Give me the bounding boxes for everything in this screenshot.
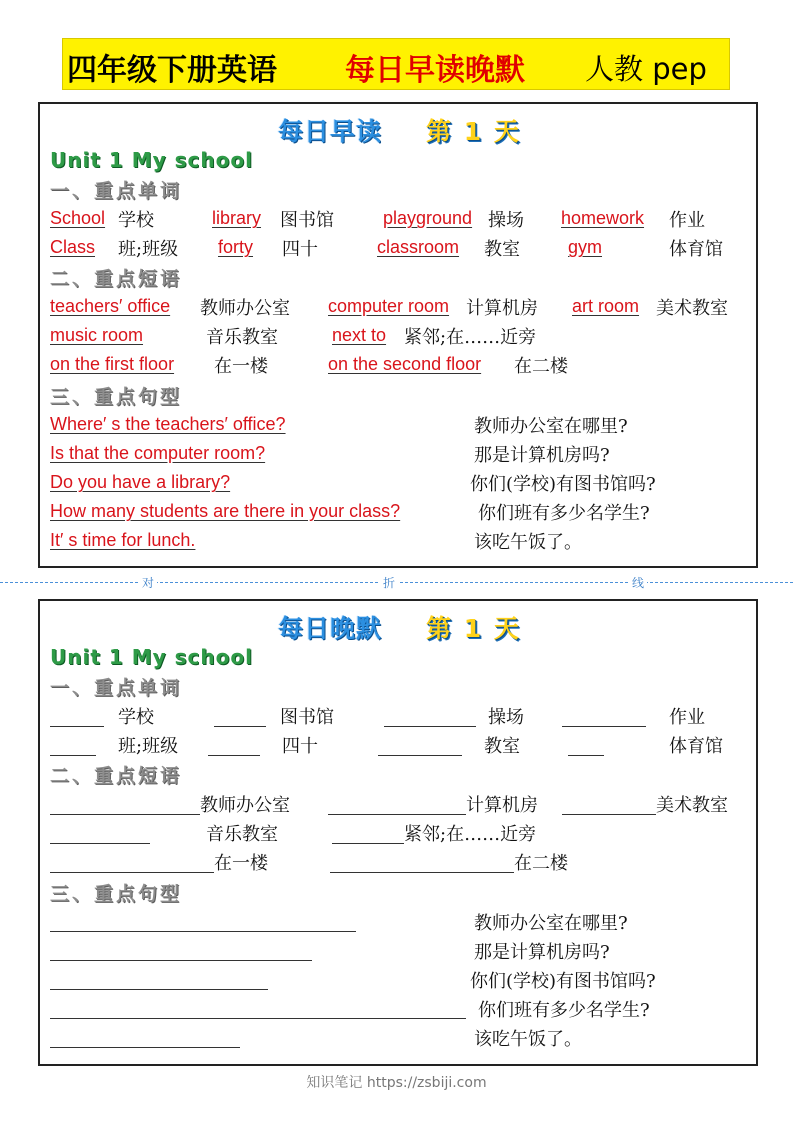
unit-title: Unit 1 My school — [50, 645, 253, 669]
sentence-blank[interactable] — [50, 1047, 240, 1048]
sentence-blank[interactable] — [50, 1018, 466, 1019]
word-blank[interactable] — [378, 755, 462, 756]
sentence-zh: 那是计算机房吗? — [474, 445, 610, 466]
header-grade-title: 四年级下册英语 — [67, 53, 277, 88]
section-key-sentences: 三、重点句型 — [50, 386, 183, 408]
phrase-blank[interactable] — [50, 814, 200, 815]
phrase-en: on the first floor — [50, 354, 175, 374]
phrase-blank[interactable] — [330, 872, 514, 873]
word-blank[interactable] — [214, 726, 266, 727]
word-zh: 四十 — [282, 239, 318, 260]
sentence-zh: 你们(学校)有图书馆吗? — [470, 474, 656, 495]
word-zh: 体育馆 — [669, 736, 723, 757]
phrase-zh: 在一楼 — [214, 853, 268, 874]
word-zh: 学校 — [118, 210, 154, 231]
word-en: homework — [561, 208, 645, 228]
word-blank[interactable] — [50, 755, 96, 756]
phrase-blank[interactable] — [332, 843, 404, 844]
word-zh: 作业 — [669, 707, 705, 728]
phrase-blank[interactable] — [562, 814, 656, 815]
word-blank[interactable] — [384, 726, 476, 727]
phrase-en: teachers′ office — [50, 296, 171, 316]
phrase-en: next to — [332, 325, 387, 345]
word-zh: 体育馆 — [669, 239, 723, 260]
sentence-en: Is that the computer room? — [50, 443, 266, 463]
sentence-zh: 那是计算机房吗? — [474, 942, 610, 963]
phrase-zh: 美术教室 — [656, 298, 728, 319]
sentence-zh: 该吃午饭了。 — [474, 532, 582, 553]
word-blank[interactable] — [208, 755, 260, 756]
word-zh: 教室 — [484, 736, 520, 757]
word-blank[interactable] — [562, 726, 646, 727]
word-en: library — [212, 208, 262, 228]
phrase-zh: 在二楼 — [514, 356, 568, 377]
sentence-en: Do you have a library? — [50, 472, 231, 492]
word-en: playground — [383, 208, 473, 228]
morning-reading-panel — [38, 102, 758, 568]
footer-watermark: 知识笔记 https://zsbiji.com — [306, 1075, 487, 1091]
phrase-zh: 计算机房 — [466, 298, 538, 319]
sentence-zh: 教师办公室在哪里? — [474, 416, 628, 437]
word-en: classroom — [377, 237, 460, 257]
unit-title: Unit 1 My school — [50, 148, 253, 172]
sentence-blank[interactable] — [50, 989, 268, 990]
word-blank[interactable] — [50, 726, 104, 727]
sentence-zh: 该吃午饭了。 — [474, 1029, 582, 1050]
word-en: School — [50, 208, 106, 228]
phrase-blank[interactable] — [328, 814, 466, 815]
day-number-title: 第 1 天 — [426, 614, 521, 643]
word-en: forty — [218, 237, 254, 257]
word-zh: 图书馆 — [280, 707, 334, 728]
fold-label: 线 — [629, 574, 647, 591]
section-key-sentences: 三、重点句型 — [50, 883, 183, 905]
sentence-en: Where′ s the teachers′ office? — [50, 414, 286, 434]
phrase-en: on the second floor — [328, 354, 482, 374]
word-zh: 四十 — [282, 736, 318, 757]
phrase-zh: 紧邻;在……近旁 — [404, 327, 537, 348]
section-key-words: 一、重点单词 — [50, 677, 183, 699]
word-zh: 学校 — [118, 707, 154, 728]
evening-dictation-title: 每日晚默 — [278, 614, 383, 643]
sentence-en: How many students are there in your class? — [50, 501, 401, 521]
phrase-zh: 计算机房 — [466, 795, 538, 816]
word-blank[interactable] — [568, 755, 604, 756]
sentence-zh: 教师办公室在哪里? — [474, 913, 628, 934]
sentence-zh: 你们班有多少名学生? — [478, 503, 650, 524]
evening-dictation-panel — [38, 599, 758, 1066]
word-zh: 图书馆 — [280, 210, 334, 231]
phrase-zh: 在二楼 — [514, 853, 568, 874]
fold-label: 对 — [139, 574, 157, 591]
phrase-blank[interactable] — [50, 872, 214, 873]
header-routine-title: 每日早读晚默 — [345, 53, 525, 88]
word-zh: 教室 — [484, 239, 520, 260]
word-zh: 班;班级 — [118, 736, 179, 757]
section-key-words: 一、重点单词 — [50, 180, 183, 202]
phrase-zh: 教师办公室 — [200, 298, 290, 319]
phrase-en: music room — [50, 325, 144, 345]
word-en: Class — [50, 237, 96, 257]
phrase-blank[interactable] — [50, 843, 150, 844]
phrase-en: art room — [572, 296, 640, 316]
phrase-en: computer room — [328, 296, 450, 316]
header-banner — [62, 38, 730, 90]
sentence-zh: 你们班有多少名学生? — [478, 1000, 650, 1021]
sentence-blank[interactable] — [50, 931, 356, 932]
sentence-zh: 你们(学校)有图书馆吗? — [470, 971, 656, 992]
phrase-zh: 教师办公室 — [200, 795, 290, 816]
sentence-en: It′ s time for lunch. — [50, 530, 196, 550]
phrase-zh: 美术教室 — [656, 795, 728, 816]
word-en: gym — [568, 237, 603, 257]
section-key-phrases: 二、重点短语 — [50, 765, 183, 787]
fold-label: 折 — [380, 574, 398, 591]
header-edition: 人教 pep — [585, 52, 707, 86]
phrase-zh: 在一楼 — [214, 356, 268, 377]
sentence-blank[interactable] — [50, 960, 312, 961]
morning-reading-title: 每日早读 — [278, 117, 383, 146]
word-zh: 操场 — [488, 707, 524, 728]
phrase-zh: 音乐教室 — [206, 327, 278, 348]
word-zh: 班;班级 — [118, 239, 179, 260]
day-number-title: 第 1 天 — [426, 117, 521, 146]
word-zh: 作业 — [669, 210, 705, 231]
phrase-zh: 音乐教室 — [206, 824, 278, 845]
section-key-phrases: 二、重点短语 — [50, 268, 183, 290]
word-zh: 操场 — [488, 210, 524, 231]
phrase-zh: 紧邻;在……近旁 — [404, 824, 537, 845]
